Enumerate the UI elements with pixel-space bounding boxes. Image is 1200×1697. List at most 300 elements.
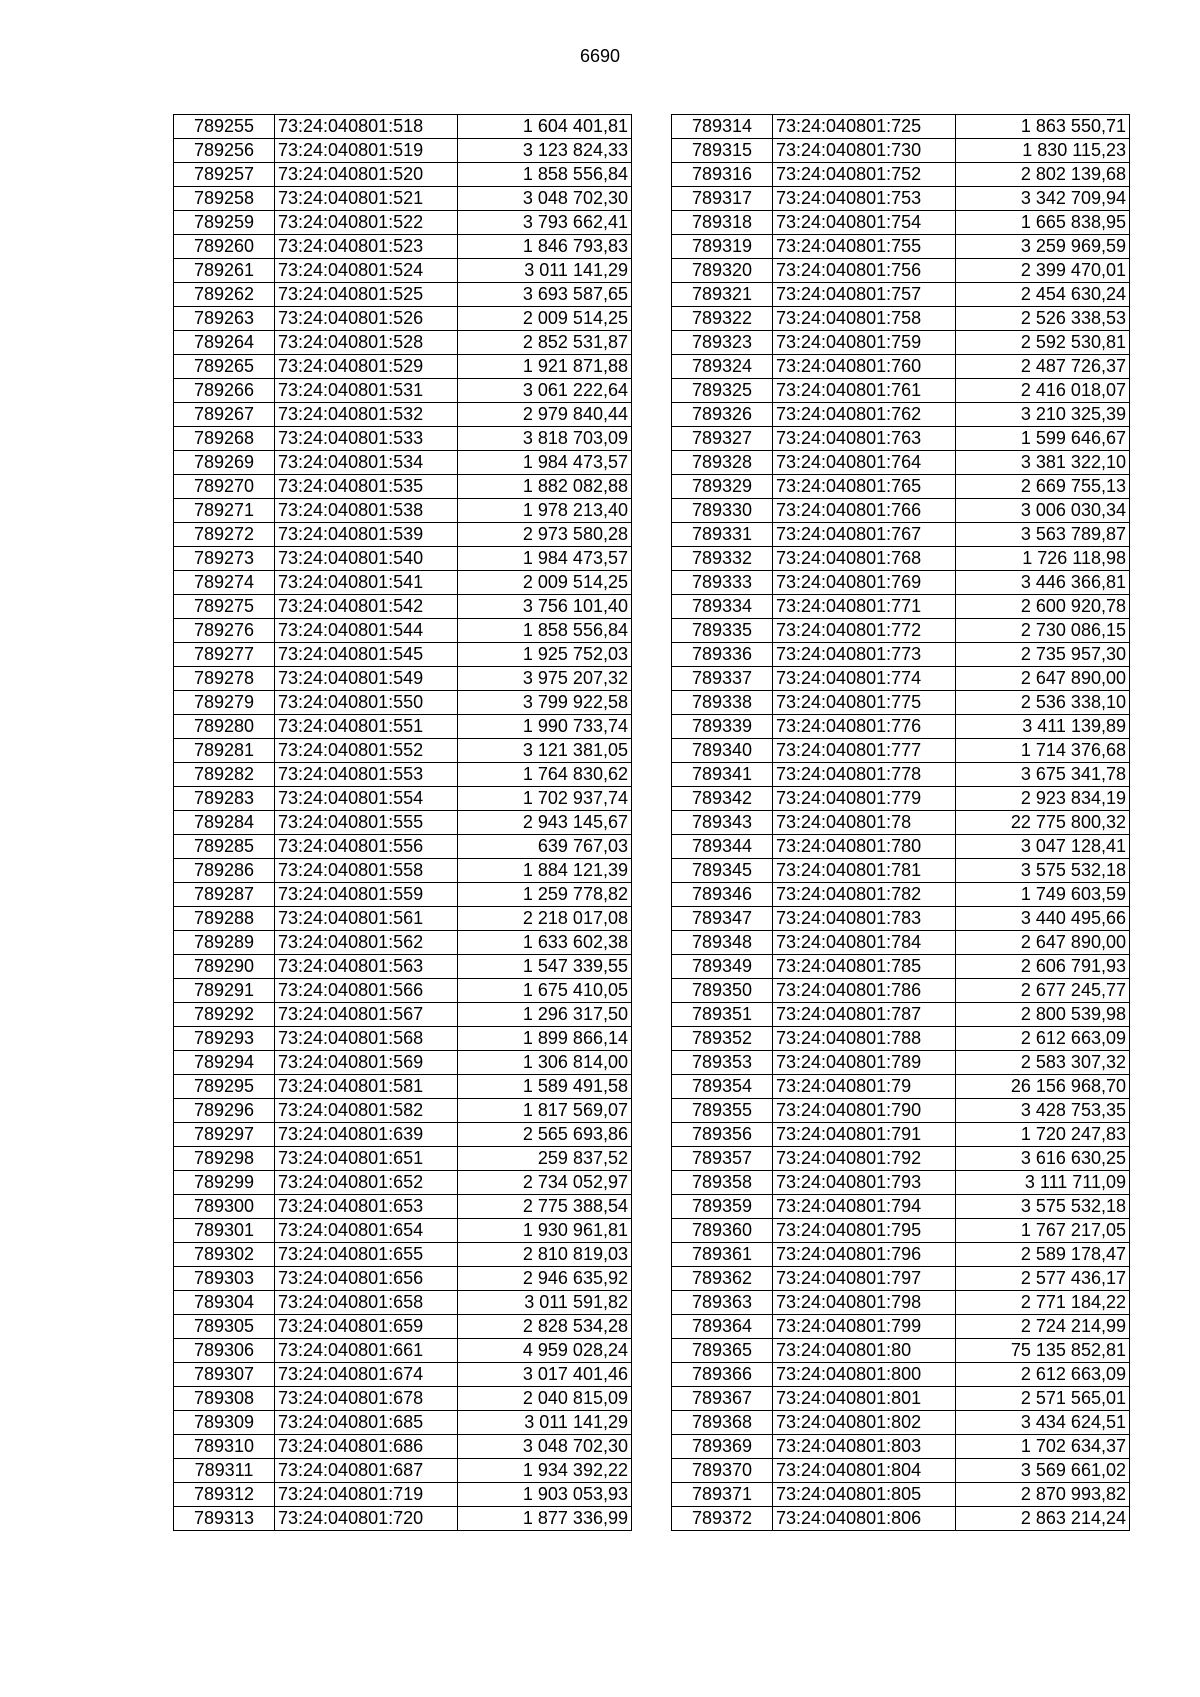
table-row xyxy=(672,1003,1130,1027)
row-number-cell: 789316 xyxy=(672,163,773,187)
table-row xyxy=(174,139,632,163)
table-row xyxy=(174,1387,632,1411)
row-number-cell: 789357 xyxy=(672,1147,773,1171)
value-cell: 2 536 338,10 xyxy=(956,691,1130,715)
table-row xyxy=(672,1171,1130,1195)
row-number-cell: 789273 xyxy=(174,547,275,571)
value-cell: 3 381 322,10 xyxy=(956,451,1130,475)
table-row xyxy=(174,787,632,811)
value-cell: 3 440 495,66 xyxy=(956,907,1130,931)
value-cell: 2 454 630,24 xyxy=(956,283,1130,307)
cadastral-number-cell: 73:24:040801:549 xyxy=(275,667,458,691)
cadastral-number-cell: 73:24:040801:730 xyxy=(773,139,956,163)
left-table-body xyxy=(174,115,632,1531)
cadastral-number-cell: 73:24:040801:788 xyxy=(773,1027,956,1051)
row-number-cell: 789353 xyxy=(672,1051,773,1075)
row-number-cell: 789258 xyxy=(174,187,275,211)
cadastral-number-cell: 73:24:040801:566 xyxy=(275,979,458,1003)
table-row xyxy=(174,259,632,283)
cadastral-number-cell: 73:24:040801:531 xyxy=(275,379,458,403)
cadastral-number-cell: 73:24:040801:803 xyxy=(773,1435,956,1459)
value-cell: 1 296 317,50 xyxy=(458,1003,632,1027)
table-row xyxy=(672,979,1130,1003)
value-cell: 2 943 145,67 xyxy=(458,811,632,835)
row-number-cell: 789346 xyxy=(672,883,773,907)
value-cell: 3 799 922,58 xyxy=(458,691,632,715)
cadastral-number-cell: 73:24:040801:805 xyxy=(773,1483,956,1507)
table-row xyxy=(174,955,632,979)
value-cell: 1 726 118,98 xyxy=(956,547,1130,571)
value-cell: 1 930 961,81 xyxy=(458,1219,632,1243)
cadastral-number-cell: 73:24:040801:655 xyxy=(275,1243,458,1267)
row-number-cell: 789356 xyxy=(672,1123,773,1147)
cadastral-number-cell: 73:24:040801:790 xyxy=(773,1099,956,1123)
value-cell: 75 135 852,81 xyxy=(956,1339,1130,1363)
value-cell: 639 767,03 xyxy=(458,835,632,859)
row-number-cell: 789294 xyxy=(174,1051,275,1075)
cadastral-number-cell: 73:24:040801:791 xyxy=(773,1123,956,1147)
table-row xyxy=(672,811,1130,835)
cadastral-number-cell: 73:24:040801:793 xyxy=(773,1171,956,1195)
row-number-cell: 789320 xyxy=(672,259,773,283)
row-number-cell: 789266 xyxy=(174,379,275,403)
value-cell: 2 583 307,32 xyxy=(956,1051,1130,1075)
value-cell: 1 934 392,22 xyxy=(458,1459,632,1483)
cadastral-number-cell: 73:24:040801:534 xyxy=(275,451,458,475)
value-cell: 3 121 381,05 xyxy=(458,739,632,763)
table-row xyxy=(174,235,632,259)
cadastral-number-cell: 73:24:040801:659 xyxy=(275,1315,458,1339)
row-number-cell: 789280 xyxy=(174,715,275,739)
row-number-cell: 789276 xyxy=(174,619,275,643)
table-row xyxy=(174,931,632,955)
table-row xyxy=(672,1075,1130,1099)
table-row xyxy=(672,235,1130,259)
row-number-cell: 789355 xyxy=(672,1099,773,1123)
page-number: 6690 xyxy=(579,46,621,66)
value-cell: 2 526 338,53 xyxy=(956,307,1130,331)
table-row xyxy=(174,355,632,379)
table-row xyxy=(672,643,1130,667)
row-number-cell: 789342 xyxy=(672,787,773,811)
cadastral-number-cell: 73:24:040801:559 xyxy=(275,883,458,907)
value-cell: 2 040 815,09 xyxy=(458,1387,632,1411)
value-cell: 2 677 245,77 xyxy=(956,979,1130,1003)
value-cell: 3 693 587,65 xyxy=(458,283,632,307)
table-row xyxy=(672,1219,1130,1243)
value-cell: 2 612 663,09 xyxy=(956,1027,1130,1051)
row-number-cell: 789345 xyxy=(672,859,773,883)
value-cell: 3 563 789,87 xyxy=(956,523,1130,547)
table-row xyxy=(174,499,632,523)
table-row xyxy=(672,1459,1130,1483)
table-row xyxy=(672,619,1130,643)
row-number-cell: 789364 xyxy=(672,1315,773,1339)
row-number-cell: 789339 xyxy=(672,715,773,739)
row-number-cell: 789371 xyxy=(672,1483,773,1507)
value-cell: 2 800 539,98 xyxy=(956,1003,1130,1027)
cadastral-number-cell: 73:24:040801:544 xyxy=(275,619,458,643)
row-number-cell: 789370 xyxy=(672,1459,773,1483)
table-row xyxy=(174,331,632,355)
cadastral-number-cell: 73:24:040801:766 xyxy=(773,499,956,523)
cadastral-number-cell: 73:24:040801:754 xyxy=(773,211,956,235)
table-row xyxy=(672,211,1130,235)
row-number-cell: 789282 xyxy=(174,763,275,787)
table-row xyxy=(174,1147,632,1171)
cadastral-number-cell: 73:24:040801:725 xyxy=(773,115,956,139)
value-cell: 2 973 580,28 xyxy=(458,523,632,547)
value-cell: 1 858 556,84 xyxy=(458,163,632,187)
table-row xyxy=(672,355,1130,379)
row-number-cell: 789348 xyxy=(672,931,773,955)
cadastral-number-cell: 73:24:040801:687 xyxy=(275,1459,458,1483)
row-number-cell: 789328 xyxy=(672,451,773,475)
value-cell: 2 571 565,01 xyxy=(956,1387,1130,1411)
value-cell: 3 011 141,29 xyxy=(458,259,632,283)
row-number-cell: 789340 xyxy=(672,739,773,763)
cadastral-number-cell: 73:24:040801:556 xyxy=(275,835,458,859)
cadastral-number-cell: 73:24:040801:581 xyxy=(275,1075,458,1099)
table-row xyxy=(672,115,1130,139)
cadastral-number-cell: 73:24:040801:529 xyxy=(275,355,458,379)
row-number-cell: 789296 xyxy=(174,1099,275,1123)
value-cell: 2 734 052,97 xyxy=(458,1171,632,1195)
cadastral-number-cell: 73:24:040801:685 xyxy=(275,1411,458,1435)
row-number-cell: 789309 xyxy=(174,1411,275,1435)
row-number-cell: 789281 xyxy=(174,739,275,763)
table-row xyxy=(672,139,1130,163)
value-cell: 22 775 800,32 xyxy=(956,811,1130,835)
cadastral-number-cell: 73:24:040801:654 xyxy=(275,1219,458,1243)
table-row xyxy=(174,1411,632,1435)
table-row xyxy=(672,1243,1130,1267)
table-row xyxy=(174,1195,632,1219)
row-number-cell: 789350 xyxy=(672,979,773,1003)
value-cell: 1 882 082,88 xyxy=(458,475,632,499)
table-row xyxy=(174,835,632,859)
value-cell: 2 870 993,82 xyxy=(956,1483,1130,1507)
row-number-cell: 789341 xyxy=(672,763,773,787)
value-cell: 2 487 726,37 xyxy=(956,355,1130,379)
cadastral-number-cell: 73:24:040801:789 xyxy=(773,1051,956,1075)
row-number-cell: 789319 xyxy=(672,235,773,259)
value-cell: 1 665 838,95 xyxy=(956,211,1130,235)
row-number-cell: 789336 xyxy=(672,643,773,667)
table-row xyxy=(174,1435,632,1459)
row-number-cell: 789291 xyxy=(174,979,275,1003)
cadastral-number-cell: 73:24:040801:804 xyxy=(773,1459,956,1483)
row-number-cell: 789331 xyxy=(672,523,773,547)
cadastral-number-cell: 73:24:040801:772 xyxy=(773,619,956,643)
table-row xyxy=(174,187,632,211)
row-number-cell: 789361 xyxy=(672,1243,773,1267)
value-cell: 3 123 824,33 xyxy=(458,139,632,163)
table-row xyxy=(174,619,632,643)
value-cell: 1 702 937,74 xyxy=(458,787,632,811)
row-number-cell: 789324 xyxy=(672,355,773,379)
value-cell: 2 218 017,08 xyxy=(458,907,632,931)
row-number-cell: 789368 xyxy=(672,1411,773,1435)
table-row xyxy=(174,403,632,427)
value-cell: 1 899 866,14 xyxy=(458,1027,632,1051)
cadastral-number-cell: 73:24:040801:785 xyxy=(773,955,956,979)
cadastral-number-cell: 73:24:040801:651 xyxy=(275,1147,458,1171)
row-number-cell: 789327 xyxy=(672,427,773,451)
cadastral-number-cell: 73:24:040801:80 xyxy=(773,1339,956,1363)
table-row xyxy=(672,1435,1130,1459)
value-cell: 2 009 514,25 xyxy=(458,571,632,595)
table-row xyxy=(672,451,1130,475)
row-number-cell: 789257 xyxy=(174,163,275,187)
table-row xyxy=(174,1171,632,1195)
value-cell: 1 599 646,67 xyxy=(956,427,1130,451)
row-number-cell: 789337 xyxy=(672,667,773,691)
cadastral-number-cell: 73:24:040801:518 xyxy=(275,115,458,139)
row-number-cell: 789305 xyxy=(174,1315,275,1339)
cadastral-number-cell: 73:24:040801:521 xyxy=(275,187,458,211)
table-row xyxy=(174,1315,632,1339)
cadastral-number-cell: 73:24:040801:524 xyxy=(275,259,458,283)
cadastral-number-cell: 73:24:040801:639 xyxy=(275,1123,458,1147)
value-cell: 1 720 247,83 xyxy=(956,1123,1130,1147)
right-table-body xyxy=(672,115,1130,1531)
row-number-cell: 789310 xyxy=(174,1435,275,1459)
value-cell: 1 589 491,58 xyxy=(458,1075,632,1099)
table-row xyxy=(174,811,632,835)
cadastral-number-cell: 73:24:040801:545 xyxy=(275,643,458,667)
row-number-cell: 789360 xyxy=(672,1219,773,1243)
row-number-cell: 789304 xyxy=(174,1291,275,1315)
table-row xyxy=(174,883,632,907)
row-number-cell: 789347 xyxy=(672,907,773,931)
table-row xyxy=(174,643,632,667)
value-cell: 3 210 325,39 xyxy=(956,403,1130,427)
cadastral-number-cell: 73:24:040801:787 xyxy=(773,1003,956,1027)
cadastral-number-cell: 73:24:040801:763 xyxy=(773,427,956,451)
row-number-cell: 789260 xyxy=(174,235,275,259)
cadastral-number-cell: 73:24:040801:784 xyxy=(773,931,956,955)
row-number-cell: 789362 xyxy=(672,1267,773,1291)
cadastral-number-cell: 73:24:040801:720 xyxy=(275,1507,458,1531)
table-row xyxy=(174,1099,632,1123)
cadastral-number-cell: 73:24:040801:652 xyxy=(275,1171,458,1195)
cadastral-number-cell: 73:24:040801:519 xyxy=(275,139,458,163)
value-cell: 3 017 401,46 xyxy=(458,1363,632,1387)
table-row xyxy=(672,427,1130,451)
value-cell: 2 612 663,09 xyxy=(956,1363,1130,1387)
cadastral-number-cell: 73:24:040801:79 xyxy=(773,1075,956,1099)
row-number-cell: 789272 xyxy=(174,523,275,547)
value-cell: 1 604 401,81 xyxy=(458,115,632,139)
table-row xyxy=(174,283,632,307)
table-row xyxy=(672,835,1130,859)
value-cell: 1 978 213,40 xyxy=(458,499,632,523)
cadastral-number-cell: 73:24:040801:569 xyxy=(275,1051,458,1075)
row-number-cell: 789274 xyxy=(174,571,275,595)
cadastral-number-cell: 73:24:040801:541 xyxy=(275,571,458,595)
value-cell: 1 984 473,57 xyxy=(458,451,632,475)
value-cell: 2 852 531,87 xyxy=(458,331,632,355)
value-cell: 2 802 139,68 xyxy=(956,163,1130,187)
value-cell: 1 306 814,00 xyxy=(458,1051,632,1075)
row-number-cell: 789262 xyxy=(174,283,275,307)
row-number-cell: 789293 xyxy=(174,1027,275,1051)
table-row xyxy=(672,307,1130,331)
row-number-cell: 789269 xyxy=(174,451,275,475)
table-row xyxy=(174,547,632,571)
value-cell: 3 048 702,30 xyxy=(458,187,632,211)
value-cell: 1 925 752,03 xyxy=(458,643,632,667)
cadastral-number-cell: 73:24:040801:765 xyxy=(773,475,956,499)
table-row xyxy=(672,1363,1130,1387)
cadastral-number-cell: 73:24:040801:792 xyxy=(773,1147,956,1171)
cadastral-number-cell: 73:24:040801:542 xyxy=(275,595,458,619)
value-cell: 2 771 184,22 xyxy=(956,1291,1130,1315)
table-row xyxy=(672,547,1130,571)
cadastral-number-cell: 73:24:040801:757 xyxy=(773,283,956,307)
table-row xyxy=(672,475,1130,499)
row-number-cell: 789267 xyxy=(174,403,275,427)
row-number-cell: 789289 xyxy=(174,931,275,955)
value-cell: 2 647 890,00 xyxy=(956,931,1130,955)
right-data-table xyxy=(671,114,1130,1531)
value-cell: 1 749 603,59 xyxy=(956,883,1130,907)
cadastral-number-cell: 73:24:040801:78 xyxy=(773,811,956,835)
table-row xyxy=(174,379,632,403)
table-row xyxy=(174,1243,632,1267)
row-number-cell: 789363 xyxy=(672,1291,773,1315)
table-row xyxy=(174,1267,632,1291)
cadastral-number-cell: 73:24:040801:795 xyxy=(773,1219,956,1243)
value-cell: 3 446 366,81 xyxy=(956,571,1130,595)
row-number-cell: 789344 xyxy=(672,835,773,859)
value-cell: 3 575 532,18 xyxy=(956,859,1130,883)
value-cell: 1 830 115,23 xyxy=(956,139,1130,163)
value-cell: 3 428 753,35 xyxy=(956,1099,1130,1123)
table-row xyxy=(672,1411,1130,1435)
cadastral-number-cell: 73:24:040801:520 xyxy=(275,163,458,187)
value-cell: 2 979 840,44 xyxy=(458,403,632,427)
value-cell: 1 984 473,57 xyxy=(458,547,632,571)
value-cell: 2 730 086,15 xyxy=(956,619,1130,643)
cadastral-number-cell: 73:24:040801:759 xyxy=(773,331,956,355)
value-cell: 2 009 514,25 xyxy=(458,307,632,331)
cadastral-number-cell: 73:24:040801:806 xyxy=(773,1507,956,1531)
table-row xyxy=(672,595,1130,619)
cadastral-number-cell: 73:24:040801:752 xyxy=(773,163,956,187)
value-cell: 1 714 376,68 xyxy=(956,739,1130,763)
value-cell: 2 669 755,13 xyxy=(956,475,1130,499)
value-cell: 3 047 128,41 xyxy=(956,835,1130,859)
table-row xyxy=(174,1291,632,1315)
value-cell: 3 259 969,59 xyxy=(956,235,1130,259)
row-number-cell: 789338 xyxy=(672,691,773,715)
cadastral-number-cell: 73:24:040801:762 xyxy=(773,403,956,427)
cadastral-number-cell: 73:24:040801:561 xyxy=(275,907,458,931)
table-row xyxy=(174,1051,632,1075)
row-number-cell: 789358 xyxy=(672,1171,773,1195)
row-number-cell: 789255 xyxy=(174,115,275,139)
value-cell: 3 342 709,94 xyxy=(956,187,1130,211)
value-cell: 2 600 920,78 xyxy=(956,595,1130,619)
cadastral-number-cell: 73:24:040801:653 xyxy=(275,1195,458,1219)
row-number-cell: 789315 xyxy=(672,139,773,163)
cadastral-number-cell: 73:24:040801:540 xyxy=(275,547,458,571)
table-row xyxy=(174,1339,632,1363)
value-cell: 1 990 733,74 xyxy=(458,715,632,739)
row-number-cell: 789366 xyxy=(672,1363,773,1387)
row-number-cell: 789299 xyxy=(174,1171,275,1195)
cadastral-number-cell: 73:24:040801:782 xyxy=(773,883,956,907)
cadastral-number-cell: 73:24:040801:554 xyxy=(275,787,458,811)
row-number-cell: 789372 xyxy=(672,1507,773,1531)
table-row xyxy=(672,523,1130,547)
table-row xyxy=(672,1147,1130,1171)
cadastral-number-cell: 73:24:040801:568 xyxy=(275,1027,458,1051)
table-row xyxy=(174,451,632,475)
cadastral-number-cell: 73:24:040801:798 xyxy=(773,1291,956,1315)
row-number-cell: 789369 xyxy=(672,1435,773,1459)
row-number-cell: 789307 xyxy=(174,1363,275,1387)
cadastral-number-cell: 73:24:040801:758 xyxy=(773,307,956,331)
cadastral-number-cell: 73:24:040801:755 xyxy=(773,235,956,259)
value-cell: 2 565 693,86 xyxy=(458,1123,632,1147)
cadastral-number-cell: 73:24:040801:780 xyxy=(773,835,956,859)
cadastral-number-cell: 73:24:040801:761 xyxy=(773,379,956,403)
value-cell: 3 411 139,89 xyxy=(956,715,1130,739)
cadastral-number-cell: 73:24:040801:523 xyxy=(275,235,458,259)
value-cell: 3 006 030,34 xyxy=(956,499,1130,523)
cadastral-number-cell: 73:24:040801:760 xyxy=(773,355,956,379)
value-cell: 2 946 635,92 xyxy=(458,1267,632,1291)
table-row xyxy=(174,1075,632,1099)
table-row xyxy=(672,499,1130,523)
cadastral-number-cell: 73:24:040801:764 xyxy=(773,451,956,475)
cadastral-number-cell: 73:24:040801:551 xyxy=(275,715,458,739)
table-row xyxy=(672,163,1130,187)
row-number-cell: 789359 xyxy=(672,1195,773,1219)
cadastral-number-cell: 73:24:040801:783 xyxy=(773,907,956,931)
value-cell: 3 011 141,29 xyxy=(458,1411,632,1435)
table-row xyxy=(672,1339,1130,1363)
table-row xyxy=(174,763,632,787)
table-row xyxy=(174,739,632,763)
table-row xyxy=(672,859,1130,883)
row-number-cell: 789317 xyxy=(672,187,773,211)
row-number-cell: 789268 xyxy=(174,427,275,451)
cadastral-number-cell: 73:24:040801:558 xyxy=(275,859,458,883)
row-number-cell: 789352 xyxy=(672,1027,773,1051)
cadastral-number-cell: 73:24:040801:582 xyxy=(275,1099,458,1123)
table-row xyxy=(174,1027,632,1051)
value-cell: 2 735 957,30 xyxy=(956,643,1130,667)
row-number-cell: 789349 xyxy=(672,955,773,979)
cadastral-number-cell: 73:24:040801:753 xyxy=(773,187,956,211)
table-row xyxy=(672,787,1130,811)
row-number-cell: 789322 xyxy=(672,307,773,331)
value-cell: 1 675 410,05 xyxy=(458,979,632,1003)
cadastral-number-cell: 73:24:040801:661 xyxy=(275,1339,458,1363)
row-number-cell: 789271 xyxy=(174,499,275,523)
table-row xyxy=(672,1315,1130,1339)
cadastral-number-cell: 73:24:040801:533 xyxy=(275,427,458,451)
cadastral-number-cell: 73:24:040801:778 xyxy=(773,763,956,787)
row-number-cell: 789313 xyxy=(174,1507,275,1531)
value-cell: 2 810 819,03 xyxy=(458,1243,632,1267)
row-number-cell: 789283 xyxy=(174,787,275,811)
table-row xyxy=(672,571,1130,595)
